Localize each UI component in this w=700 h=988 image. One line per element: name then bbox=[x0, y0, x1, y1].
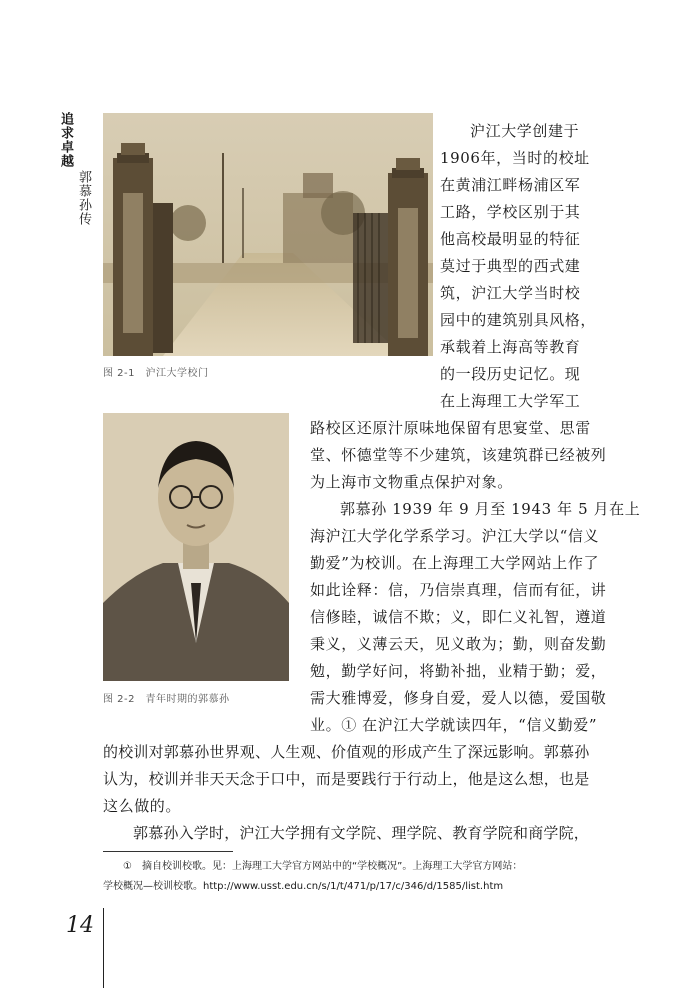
body-text-line: 秉义，义薄云天，见义敢为；勤，则奋发勤 bbox=[310, 635, 607, 653]
footnote-divider bbox=[103, 851, 233, 852]
body-text-line: 在黄浦江畔杨浦区军 bbox=[440, 176, 581, 194]
body-text-line: 业。① 在沪江大学就读四年，“信义勤爱” bbox=[310, 716, 598, 734]
body-text-line: 信修睦，诚信不欺；义，即仁义礼智，遵道 bbox=[310, 608, 607, 626]
body-text-line: 承载着上海高等教育 bbox=[440, 338, 581, 356]
body-text-line: 勤爱”为校训。在上海理工大学网站上作了 bbox=[310, 554, 600, 572]
body-text-line: 1906年，当时的校址 bbox=[440, 149, 590, 167]
body-text-line: 莫过于典型的西式建 bbox=[440, 257, 581, 275]
figure-2-1-caption: 图 2-1 沪江大学校门 bbox=[103, 368, 209, 379]
figure-2-2-portrait-photo bbox=[103, 413, 289, 681]
footnote-line: 学校概况—校训校歌。http://www.usst.edu.cn/s/1/t/471/p/17/c/346/d/1585/list.htm bbox=[103, 881, 504, 892]
body-text-line: 的校训对郭慕孙世界观、人生观、价值观的形成产生了深远影响。郭慕孙 bbox=[103, 743, 590, 761]
body-text-line: 需大雅博爱，修身自爱，爱人以德，爱国敬 bbox=[310, 689, 607, 707]
body-text-line: 沪江大学创建于 bbox=[470, 122, 580, 140]
body-text-line: 园中的建筑别具风格， bbox=[440, 311, 597, 329]
page-number: 14 bbox=[66, 913, 94, 938]
body-text-line: 勉，勤学好问，将勤补拙，业精于勤；爱， bbox=[310, 662, 607, 680]
book-subtitle-vertical: 郭慕孙传 bbox=[76, 170, 91, 226]
figure-2-1-gate-photo bbox=[103, 113, 433, 356]
body-text-line: 工路，学校区别于其 bbox=[440, 203, 581, 221]
body-text-line: 堂、怀德堂等不少建筑，该建筑群已经被列 bbox=[310, 446, 607, 464]
body-text-line: 郭慕孙 1939 年 9 月至 1943 年 5 月在上 bbox=[340, 500, 641, 518]
footnote-line: ① 摘自校训校歌。见：上海理工大学官方网站中的“学校概况”。上海理工大学官方网站： bbox=[123, 861, 523, 872]
body-text-line: 的一段历史记忆。现 bbox=[440, 365, 581, 383]
body-text-line: 如此诠释：信，乃信崇真理，信而有征，讲 bbox=[310, 581, 607, 599]
figure-2-2-caption: 图 2-2 青年时期的郭慕孙 bbox=[103, 694, 230, 705]
body-text-line: 这么做的。 bbox=[103, 797, 182, 815]
body-text-line: 他高校最明显的特征 bbox=[440, 230, 581, 248]
body-text-line: 认为，校训并非天天念于口中，而是要践行于行动上，他是这么想，也是 bbox=[103, 770, 590, 788]
body-text-line: 筑，沪江大学当时校 bbox=[440, 284, 581, 302]
body-text-line: 路校区还原汁原味地保留有思宴堂、思雷 bbox=[310, 419, 591, 437]
book-title-vertical: 追求卓越 bbox=[58, 112, 73, 168]
body-text-line: 郭慕孙入学时，沪江大学拥有文学院、理学院、教育学院和商学院， bbox=[133, 824, 590, 842]
body-text-line: 为上海市文物重点保护对象。 bbox=[310, 473, 513, 491]
body-text-line: 在上海理工大学军工 bbox=[440, 392, 581, 410]
page-margin-rule bbox=[103, 908, 104, 988]
body-text-line: 海沪江大学化学系学习。沪江大学以“信义 bbox=[310, 527, 600, 545]
